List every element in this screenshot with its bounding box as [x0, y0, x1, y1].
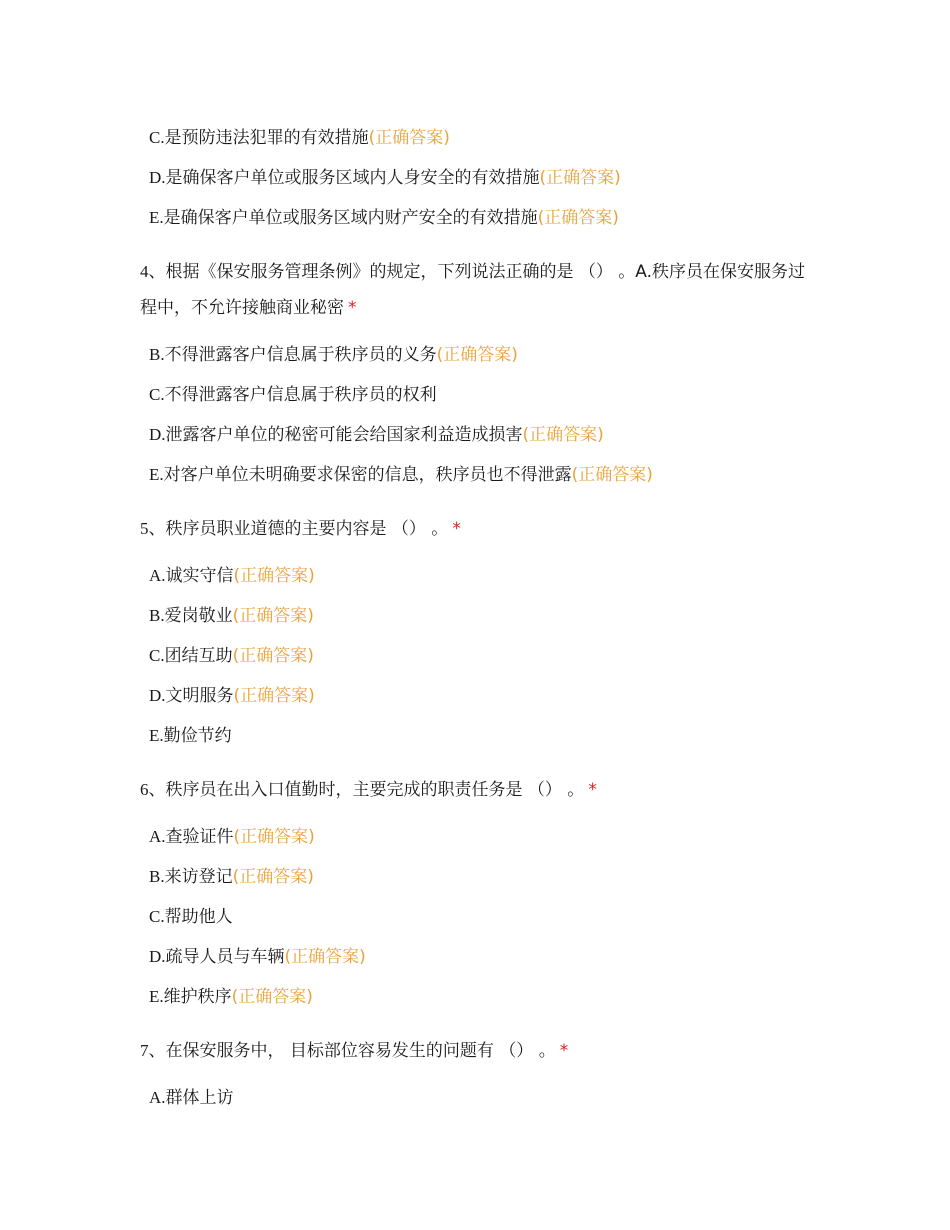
question-7 [140, 1033, 820, 1069]
option-text: 团结互助 [164, 646, 233, 666]
option-letter: E. [149, 726, 164, 745]
question-number: 5 [140, 519, 149, 538]
correct-answer-tag: (正确答案) [233, 566, 315, 586]
option-letter: C. [149, 646, 165, 665]
correct-answer-tag: (正确答案) [436, 345, 518, 365]
question-list [140, 118, 820, 1118]
correct-answer-tag: (正确答案) [231, 987, 313, 1007]
option-item [140, 817, 820, 857]
option-letter: C. [149, 128, 165, 147]
option-text: 疏导人员与车辆 [165, 947, 285, 967]
option-text: 对客户单位未明确要求保密的信息，秩序员也不得泄露 [163, 465, 572, 485]
question-text: 、秩序员在出入口值勤时，主要完成的职责任务是 （） 。 [148, 780, 585, 800]
option-item [140, 556, 820, 596]
option-item [140, 375, 820, 415]
correct-answer-tag: (正确答案) [284, 947, 366, 967]
required-mark: * [588, 780, 597, 800]
correct-answer-tag: (正确答案) [233, 827, 315, 847]
option-letter: D. [149, 686, 166, 705]
question-6 [140, 772, 820, 808]
correct-answer-tag: (正确答案) [232, 646, 314, 666]
option-item [140, 455, 820, 495]
option-letter: D. [149, 168, 166, 187]
question-number: 4 [140, 262, 149, 281]
correct-answer-tag: (正确答案) [539, 168, 621, 188]
option-item [140, 857, 820, 897]
question-4 [140, 254, 820, 326]
option-text: 帮助他人 [164, 907, 233, 927]
option-text: 爱岗敬业 [164, 606, 233, 626]
question-text: 、秩序员职业道德的主要内容是 （） 。 [148, 519, 449, 539]
option-item [140, 937, 820, 977]
option-text: 维护秩序 [163, 987, 232, 1007]
option-letter: B. [149, 867, 165, 886]
question-text: 、在保安服务中， 目标部位容易发生的问题有 （） 。 [148, 1041, 556, 1061]
option-text: 是确保客户单位或服务区域内人身安全的有效措施 [165, 168, 540, 188]
option-letter: D. [149, 425, 166, 444]
question-5 [140, 511, 820, 547]
option-letter: E. [149, 465, 164, 484]
option-letter: A. [149, 566, 166, 585]
correct-answer-tag: (正确答案) [232, 867, 314, 887]
option-letter: E. [149, 987, 164, 1006]
option-item [140, 897, 820, 937]
option-item [140, 118, 820, 158]
correct-answer-tag: (正确答案) [232, 606, 314, 626]
option-item [140, 716, 820, 756]
option-item [140, 977, 820, 1017]
option-text: 诚实守信 [165, 566, 234, 586]
option-letter: B. [149, 345, 165, 364]
required-mark: * [452, 519, 461, 539]
option-letter: B. [149, 606, 165, 625]
option-letter: A. [149, 1088, 166, 1107]
option-text: 文明服务 [165, 686, 234, 706]
required-mark: * [559, 1041, 569, 1061]
option-text: 不得泄露客户信息属于秩序员的义务 [164, 345, 437, 365]
option-item [140, 415, 820, 455]
option-letter: C. [149, 907, 165, 926]
option-text: 是确保客户单位或服务区域内财产安全的有效措施 [163, 208, 538, 228]
option-text: 不得泄露客户信息属于秩序员的权利 [164, 385, 437, 405]
option-item [140, 596, 820, 636]
correct-answer-tag: (正确答案) [537, 208, 619, 228]
option-text: 来访登记 [164, 867, 233, 887]
correct-answer-tag: (正确答案) [522, 425, 604, 445]
question-number: 6 [140, 780, 149, 799]
option-text: 是预防违法犯罪的有效措施 [164, 128, 369, 148]
option-text: 群体上访 [165, 1088, 234, 1108]
option-letter: A. [149, 827, 166, 846]
option-text: 泄露客户单位的秘密可能会给国家利益造成损害 [165, 425, 523, 445]
correct-answer-tag: (正确答案) [571, 465, 653, 485]
question-number: 7 [140, 1041, 149, 1060]
correct-answer-tag: (正确答案) [233, 686, 315, 706]
option-item [140, 198, 820, 238]
option-item [140, 1078, 820, 1118]
question-text: 、根据《保安服务管理条例》的规定，下列说法正确的是 （） 。A.秩序员在保安服务过程中，不允许接触商业秘密 [140, 262, 806, 318]
option-letter: D. [149, 947, 166, 966]
option-text: 查验证件 [165, 827, 234, 847]
option-text: 勤俭节约 [163, 726, 232, 746]
option-item [140, 335, 820, 375]
option-letter: C. [149, 385, 165, 404]
option-item [140, 676, 820, 716]
option-item [140, 158, 820, 198]
option-item [140, 636, 820, 676]
option-letter: E. [149, 208, 164, 227]
correct-answer-tag: (正确答案) [368, 128, 450, 148]
required-mark: * [348, 298, 357, 318]
